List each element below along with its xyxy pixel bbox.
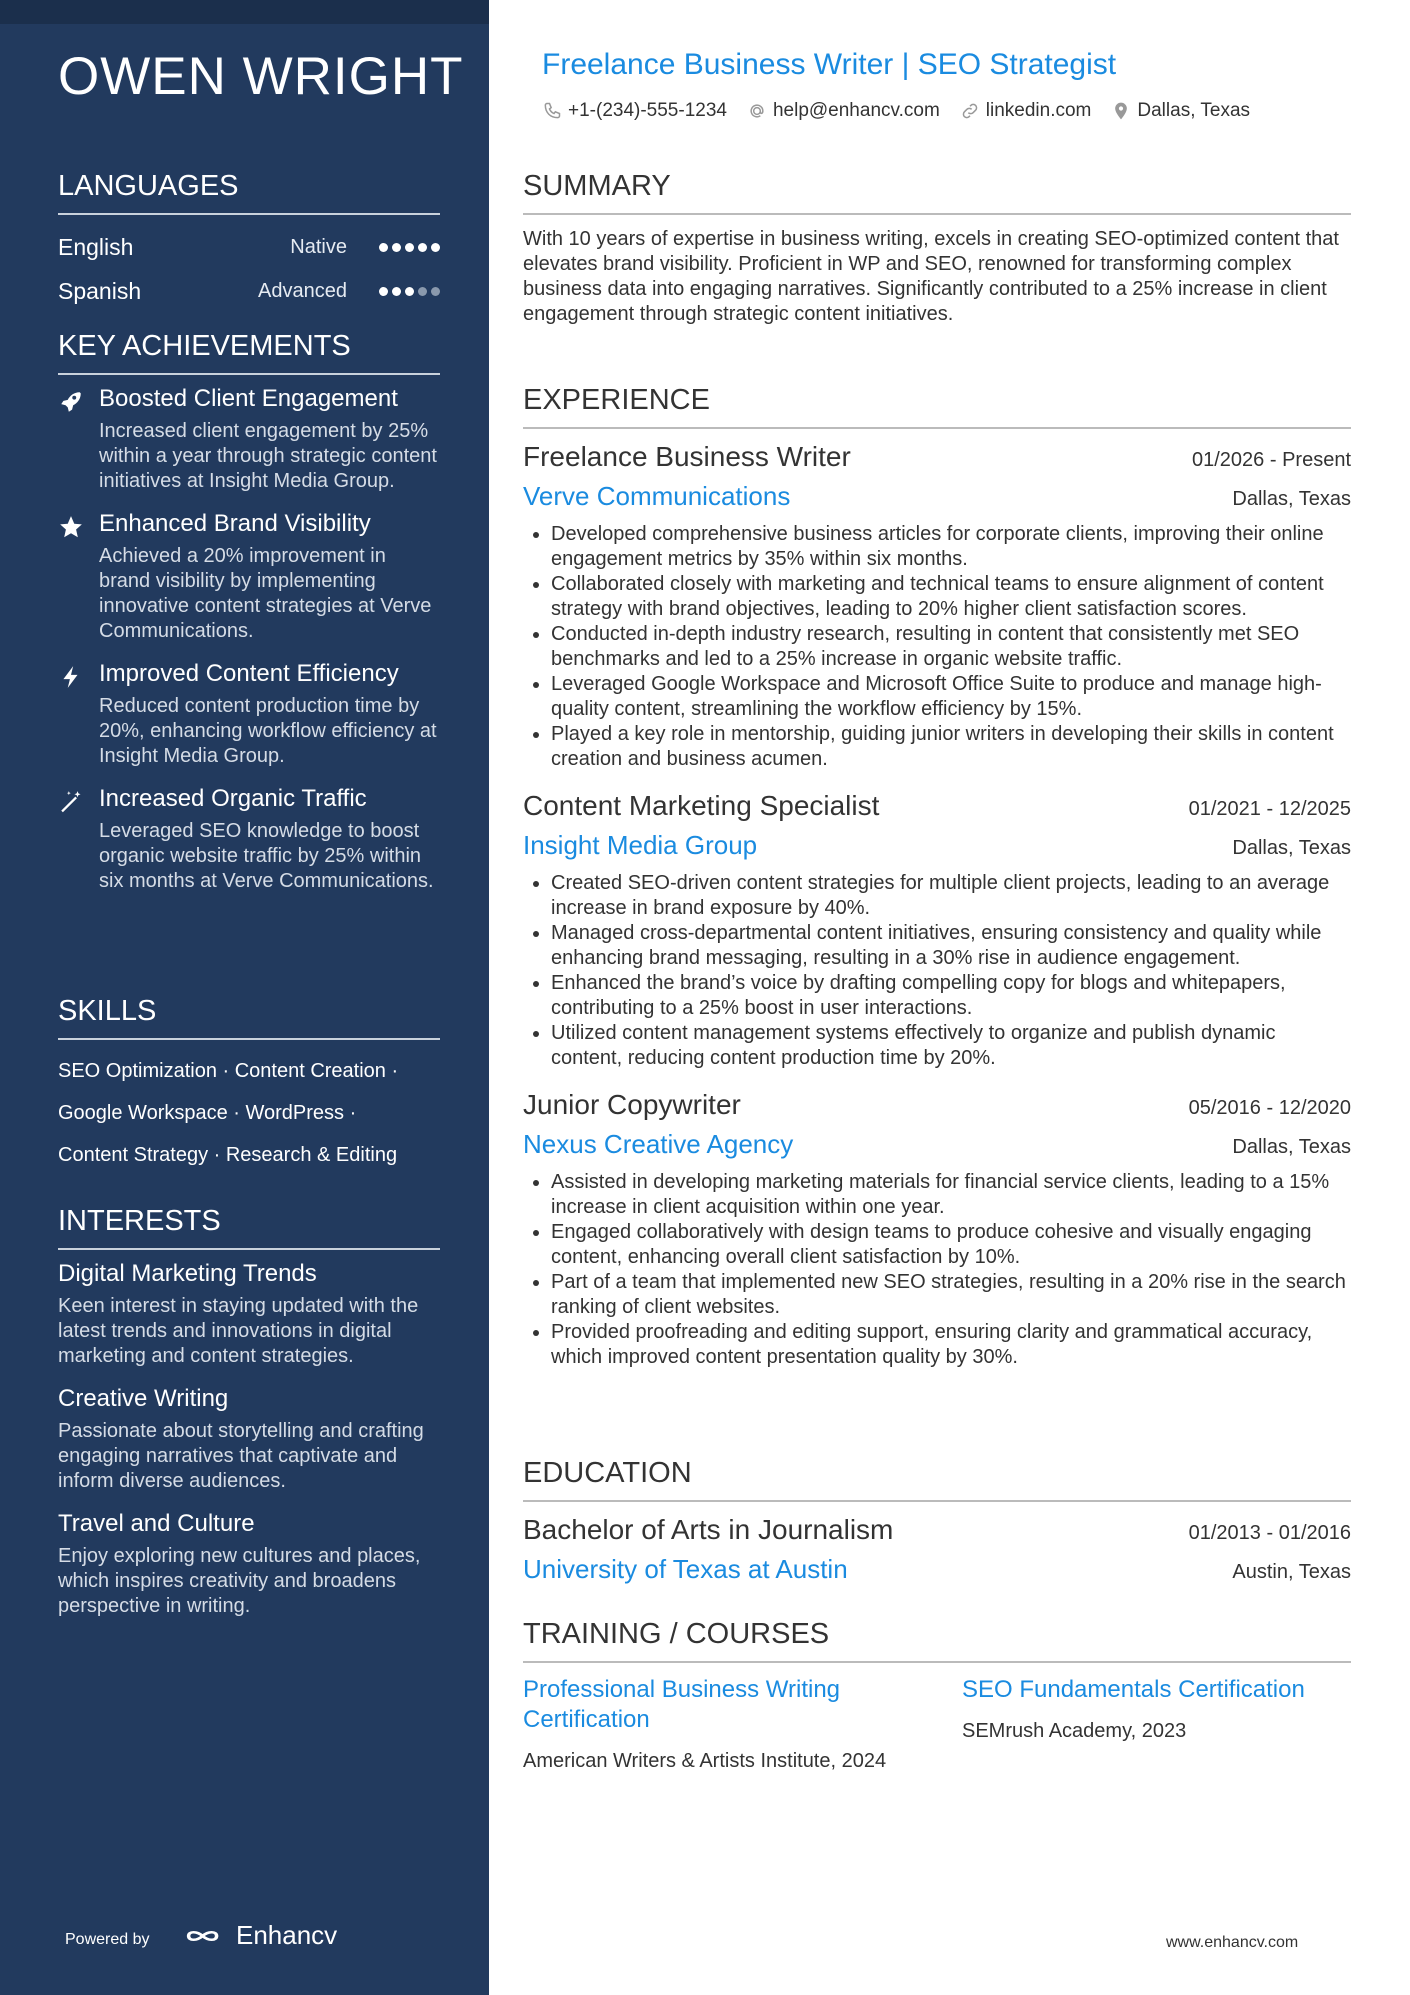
- job-role: Junior Copywriter: [523, 1089, 741, 1120]
- star-icon: [58, 514, 84, 540]
- dot-filled: [392, 287, 401, 296]
- skills-line: SEO Optimization · Content Creation ·: [58, 1060, 399, 1082]
- education-section: [523, 1457, 1351, 1585]
- language-item: [58, 225, 440, 269]
- sidebar: [0, 0, 489, 1995]
- job-role: Freelance Business Writer: [523, 441, 851, 472]
- training-heading: TRAINING / COURSES: [523, 1618, 1351, 1663]
- job-location: Dallas, Texas: [1232, 837, 1351, 859]
- job-role: Content Marketing Specialist: [523, 790, 880, 821]
- skills-heading: SKILLS: [58, 995, 440, 1040]
- dot-filled: [379, 243, 388, 252]
- experience-heading: EXPERIENCE: [523, 384, 1351, 429]
- dot-filled: [405, 243, 414, 252]
- languages-heading: LANGUAGES: [58, 170, 440, 215]
- contact-email[interactable]: [747, 100, 940, 122]
- dot-filled: [405, 287, 414, 296]
- experience-row: [523, 473, 1351, 512]
- experience-row: [523, 441, 1351, 473]
- achievements-section: [58, 330, 440, 910]
- school: University of Texas at Austin: [523, 1554, 848, 1584]
- phone-text: +1-(234)-555-1234: [568, 100, 727, 121]
- job-bullets: [523, 522, 1351, 772]
- skills-line: Google Workspace · WordPress ·: [58, 1102, 357, 1124]
- training-desc: American Writers & Artists Institute, 2024: [523, 1750, 887, 1772]
- at-icon: [747, 101, 767, 121]
- job-bullet: • Played a key role in mentorship, guiding junior writers in developing their skills in content creation and business acumen.: [551, 722, 1351, 772]
- enhancv-logo-icon: [184, 1924, 230, 1948]
- job-bullet: • Conducted in-depth industry research, resulting in content that consistently met SEO benchmarks and led to a 25% increase in organic website traffic.: [551, 622, 1351, 672]
- achievement-desc: Reduced content production time by 20%, enhancing workflow efficiency at Insight Media Group.: [99, 695, 437, 767]
- interest-desc: Keen interest in staying updated with the latest trends and innovations in digital marketing and content strategies.: [58, 1295, 419, 1367]
- achievements-heading: KEY ACHIEVEMENTS: [58, 330, 440, 375]
- dot-empty: [431, 287, 440, 296]
- enhancv-brand: Enhancv: [236, 1920, 338, 1950]
- job-bullet: • Assisted in developing marketing materials for financial service clients, leading to a 15% increase in client acquisition within one year.: [551, 1170, 1351, 1220]
- bolt-icon: [58, 664, 84, 690]
- dot-empty: [418, 287, 427, 296]
- powered-by-label: Powered by: [65, 1931, 150, 1948]
- language-level: Advanced: [258, 279, 347, 302]
- email-text: help@enhancv.com: [772, 100, 940, 121]
- achievement-title: Increased Organic Traffic: [99, 785, 367, 812]
- job-location: Dallas, Texas: [1232, 488, 1351, 510]
- job-bullet: • Utilized content management systems effectively to organize and publish dynamic content, reducing content production time by 20%.: [551, 1021, 1351, 1071]
- rocket-icon: [58, 389, 84, 415]
- achievement-item: [58, 510, 440, 644]
- proficiency-dots: [379, 287, 440, 296]
- location-pin-icon: [1111, 101, 1131, 121]
- education-row: [523, 1546, 1351, 1585]
- education-row: [523, 1514, 1351, 1546]
- achievement-item: [58, 660, 440, 769]
- contact-linkedin[interactable]: [960, 100, 1092, 122]
- dot-filled: [392, 243, 401, 252]
- company-name: Insight Media Group: [523, 830, 758, 860]
- education-location: Austin, Texas: [1232, 1561, 1351, 1583]
- job-bullet: • Managed cross-departmental content initiatives, ensuring consistency and quality while enhancing brand messaging, resulting in a 30% rise in audience engagement.: [551, 921, 1351, 971]
- candidate-name: OWEN WRIGHT: [58, 47, 464, 106]
- job-bullet: • Collaborated closely with marketing and technical teams to ensure alignment of content strategy with brand objectives, leading to 20% higher client satisfaction scores.: [551, 572, 1351, 622]
- interest-item: [58, 1510, 440, 1619]
- enhancv-logo: [184, 1920, 337, 1951]
- job-location: Dallas, Texas: [1232, 1136, 1351, 1158]
- experience-item: [523, 790, 1351, 1071]
- achievement-item: [58, 385, 440, 494]
- achievement-desc: Leveraged SEO knowledge to boost organic website traffic by 25% within six months at Verve Communications.: [99, 820, 434, 892]
- contact-bar: [542, 100, 1250, 122]
- degree: Bachelor of Arts in Journalism: [523, 1514, 894, 1545]
- sidebar-top-bar: [0, 0, 489, 24]
- language-name: Spanish: [58, 277, 142, 304]
- language-name: English: [58, 233, 134, 260]
- summary-heading: SUMMARY: [523, 170, 1351, 215]
- interest-title: Creative Writing: [58, 1385, 229, 1412]
- training-desc: SEMrush Academy, 2023: [962, 1720, 1187, 1742]
- dot-filled: [418, 243, 427, 252]
- skills-line: Content Strategy · Research & Editing: [58, 1144, 398, 1166]
- job-bullet: • Part of a team that implemented new SEO strategies, resulting in a 20% rise in the search ranking of client websites.: [551, 1270, 1351, 1320]
- achievement-item: [58, 785, 440, 894]
- job-date: 05/2016 - 12/2020: [1188, 1097, 1351, 1119]
- headline: Freelance Business Writer | SEO Strategist: [542, 48, 1117, 81]
- dot-filled: [431, 243, 440, 252]
- footer-url[interactable]: www.enhancv.com: [1166, 1934, 1299, 1951]
- experience-row: [523, 790, 1351, 822]
- contact-location: [1111, 100, 1250, 122]
- job-date: 01/2021 - 12/2025: [1188, 798, 1351, 820]
- job-bullet: • Provided proofreading and editing support, ensuring clarity and grammatical accuracy, which improved content presentation quality by 30%.: [551, 1320, 1351, 1370]
- training-item: [523, 1675, 912, 1774]
- skills-section: [58, 995, 440, 1176]
- languages-section: [58, 170, 440, 313]
- training-list: [523, 1675, 1351, 1774]
- job-bullets: [523, 1170, 1351, 1370]
- summary-section: [523, 170, 1351, 327]
- language-level: Native: [290, 235, 347, 258]
- interest-desc: Passionate about storytelling and crafting engaging narratives that captivate and inform diverse audiences.: [58, 1420, 424, 1492]
- location-text: Dallas, Texas: [1137, 100, 1251, 121]
- experience-row: [523, 822, 1351, 861]
- experience-row: [523, 1089, 1351, 1121]
- achievement-desc: Increased client engagement by 25% within a year through strategic content initiatives at Insight Media Group.: [99, 420, 437, 492]
- training-item: [962, 1675, 1351, 1774]
- company-name: Nexus Creative Agency: [523, 1129, 794, 1159]
- summary-text: With 10 years of expertise in business writing, excels in creating SEO-optimized content that elevates brand visibility. Proficient in WP and SEO, renowned for transforming complex business data into engaging narratives. Significantly contributed to a 25% increase in client engagement through strategic content initiatives.: [523, 228, 1339, 325]
- interest-desc: Enjoy exploring new cultures and places, which inspires creativity and broadens perspective in writing.: [58, 1545, 421, 1617]
- job-bullet: • Enhanced the brand’s voice by drafting compelling copy for blogs and whitepapers, contributing to a 25% boost in user interactions.: [551, 971, 1351, 1021]
- job-bullet: • Leveraged Google Workspace and Microsoft Office Suite to produce and manage high-quality content, streamlining the workflow efficiency by 15%.: [551, 672, 1351, 722]
- experience-item: [523, 441, 1351, 772]
- achievement-title: Enhanced Brand Visibility: [99, 510, 371, 537]
- achievement-title: Improved Content Efficiency: [99, 660, 399, 687]
- job-bullets: [523, 871, 1351, 1071]
- phone-icon: [542, 101, 562, 121]
- job-date: 01/2026 - Present: [1192, 449, 1351, 471]
- education-date: 01/2013 - 01/2016: [1188, 1522, 1351, 1544]
- language-item: [58, 269, 440, 313]
- interest-item: [58, 1260, 440, 1369]
- interest-item: [58, 1385, 440, 1494]
- training-title: Professional Business Writing Certification: [523, 1676, 841, 1733]
- achievement-desc: Achieved a 20% improvement in brand visibility by implementing innovative content strategies at Verve Communications.: [99, 545, 432, 642]
- proficiency-dots: [379, 243, 440, 252]
- interest-title: Travel and Culture: [58, 1510, 255, 1537]
- magic-wand-icon: [58, 789, 84, 815]
- job-bullet: • Engaged collaboratively with design teams to produce cohesive and visually engaging content, enhancing overall client satisfaction by 10%.: [551, 1220, 1351, 1270]
- link-icon: [960, 101, 980, 121]
- education-heading: EDUCATION: [523, 1457, 1351, 1502]
- contact-phone[interactable]: [542, 100, 727, 122]
- dot-filled: [379, 287, 388, 296]
- job-bullet: • Created SEO-driven content strategies for multiple client projects, leading to an average increase in brand exposure by 40%.: [551, 871, 1351, 921]
- company-name: Verve Communications: [523, 481, 791, 511]
- achievement-title: Boosted Client Engagement: [99, 385, 398, 412]
- job-bullet: • Developed comprehensive business articles for corporate clients, improving their online engagement metrics by 35% within six months.: [551, 522, 1351, 572]
- interests-section: [58, 1205, 440, 1635]
- experience-row: [523, 1121, 1351, 1160]
- experience-section: [523, 384, 1351, 1388]
- interests-heading: INTERESTS: [58, 1205, 440, 1250]
- interest-title: Digital Marketing Trends: [58, 1260, 317, 1287]
- training-section: [523, 1618, 1351, 1774]
- experience-item: [523, 1089, 1351, 1370]
- training-title: SEO Fundamentals Certification: [962, 1676, 1305, 1703]
- linkedin-text: linkedin.com: [985, 100, 1092, 121]
